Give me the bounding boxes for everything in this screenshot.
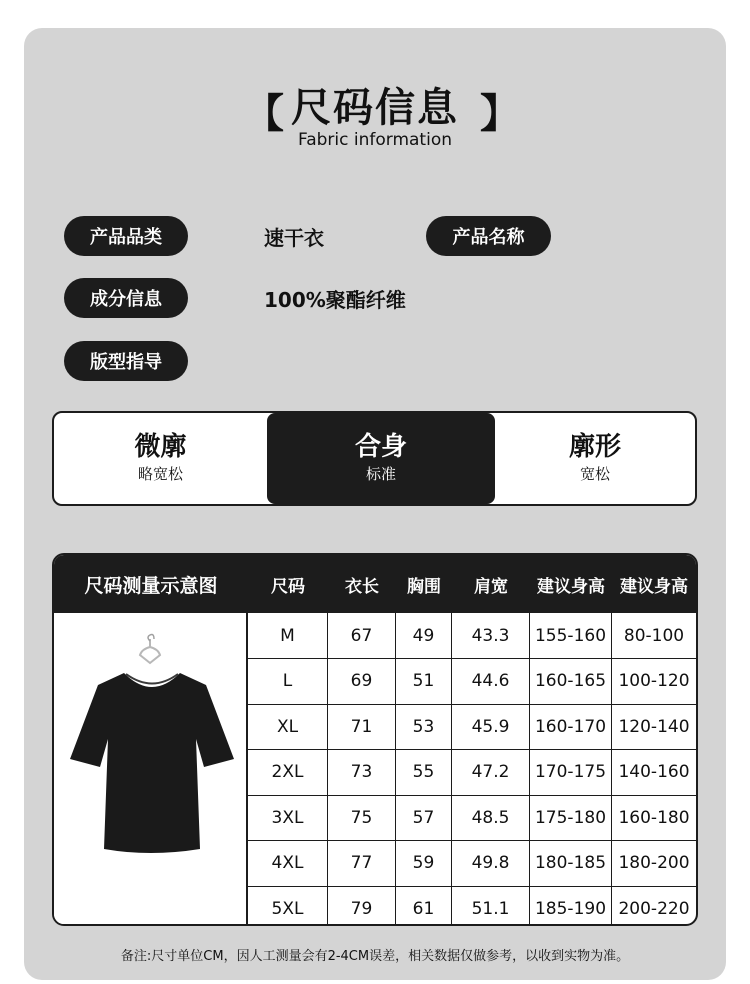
right-bracket: 】	[480, 91, 520, 137]
header	[0, 76, 750, 156]
table-cell: 175-180	[530, 795, 612, 841]
table-row	[248, 795, 696, 841]
table-cell: 75	[328, 795, 396, 841]
table-cell: 57	[396, 795, 452, 841]
table-cell: 48.5	[452, 795, 530, 841]
table-cell: 185-190	[530, 886, 612, 926]
table-cell: 80-100	[612, 613, 696, 659]
size-table-header	[54, 555, 696, 613]
table-row	[248, 704, 696, 750]
size-table-title: 尺码测量示意图	[84, 574, 218, 597]
table-cell: 69	[328, 659, 396, 705]
composition-label: 成分信息	[64, 278, 188, 318]
table-cell: 55	[396, 750, 452, 796]
table-cell: 160-180	[612, 795, 696, 841]
fit-option-loose[interactable]	[495, 413, 695, 504]
fit-option-slight-loose[interactable]	[54, 413, 267, 504]
column-header: 衣长	[345, 576, 379, 597]
column-header: 肩宽	[474, 576, 508, 597]
product-name-label: 产品名称	[426, 216, 551, 256]
table-cell: 67	[328, 613, 396, 659]
table-cell: 180-185	[530, 841, 612, 887]
column-header: 尺码	[271, 576, 305, 597]
tshirt-icon	[54, 613, 246, 924]
fit-option-main: 廓形	[568, 431, 621, 462]
table-cell: 61	[396, 886, 452, 926]
table-cell: 140-160	[612, 750, 696, 796]
category-value: 速干衣	[264, 226, 324, 250]
table-row	[248, 841, 696, 887]
table-cell: 59	[396, 841, 452, 887]
table-cell: 200-220	[618, 899, 690, 919]
fit-guide-label: 版型指导	[64, 341, 188, 381]
table-row	[248, 750, 696, 796]
fit-option-sub: 略宽松	[137, 465, 183, 484]
table-row	[248, 659, 696, 705]
size-table	[52, 553, 698, 926]
column-header: 建议身高	[537, 576, 605, 597]
table-cell: 79	[328, 886, 396, 926]
page-title: 尺码信息	[291, 85, 459, 131]
table-cell: 170-175	[530, 750, 612, 796]
footnote: 备注:尺寸单位CM，因人工测量会有2-4CM误差，相关数据仅做参考，以收到实物为准。	[120, 949, 630, 964]
tshirt-illustration-cell	[54, 613, 248, 924]
fit-option-sub: 标准	[365, 465, 396, 484]
table-cell: 45.9	[452, 704, 530, 750]
fit-option-sub: 宽松	[579, 465, 610, 484]
table-cell: M	[248, 613, 328, 659]
table-cell: 49	[396, 613, 452, 659]
column-header: 建议身高	[620, 576, 688, 597]
table-cell: 180-200	[612, 841, 696, 887]
left-bracket: 【	[244, 91, 284, 137]
fit-option-main: 合身	[354, 431, 407, 462]
table-cell: 160-170	[530, 704, 612, 750]
table-cell: 51	[396, 659, 452, 705]
table-cell: 155-160	[530, 613, 612, 659]
table-cell: 160-165	[530, 659, 612, 705]
category-label: 产品品类	[64, 216, 188, 256]
column-header: 胸围	[407, 576, 441, 597]
table-cell: 4XL	[248, 841, 328, 887]
table-cell: 73	[328, 750, 396, 796]
table-cell: 5XL	[248, 886, 328, 926]
table-cell: 47.2	[452, 750, 530, 796]
fit-option-main: 微廓	[134, 431, 187, 462]
fit-selector	[52, 411, 697, 506]
fit-option-regular[interactable]	[267, 413, 495, 504]
table-row	[248, 613, 696, 659]
composition-value: 100%聚酯纤维	[264, 288, 406, 312]
table-cell: 120-140	[612, 704, 696, 750]
table-cell: 3XL	[248, 795, 328, 841]
table-cell: 2XL	[248, 750, 328, 796]
table-row	[248, 886, 696, 926]
page-subtitle: Fabric information	[297, 130, 452, 150]
table-cell: 53	[396, 704, 452, 750]
table-cell: XL	[248, 704, 328, 750]
table-cell: 71	[328, 704, 396, 750]
table-cell: 77	[328, 841, 396, 887]
table-cell: 43.3	[452, 613, 530, 659]
table-cell: 100-120	[612, 659, 696, 705]
table-cell: 51.1	[452, 886, 530, 926]
table-cell: L	[248, 659, 328, 705]
table-cell: 44.6	[452, 659, 530, 705]
table-cell: 49.8	[452, 841, 530, 887]
